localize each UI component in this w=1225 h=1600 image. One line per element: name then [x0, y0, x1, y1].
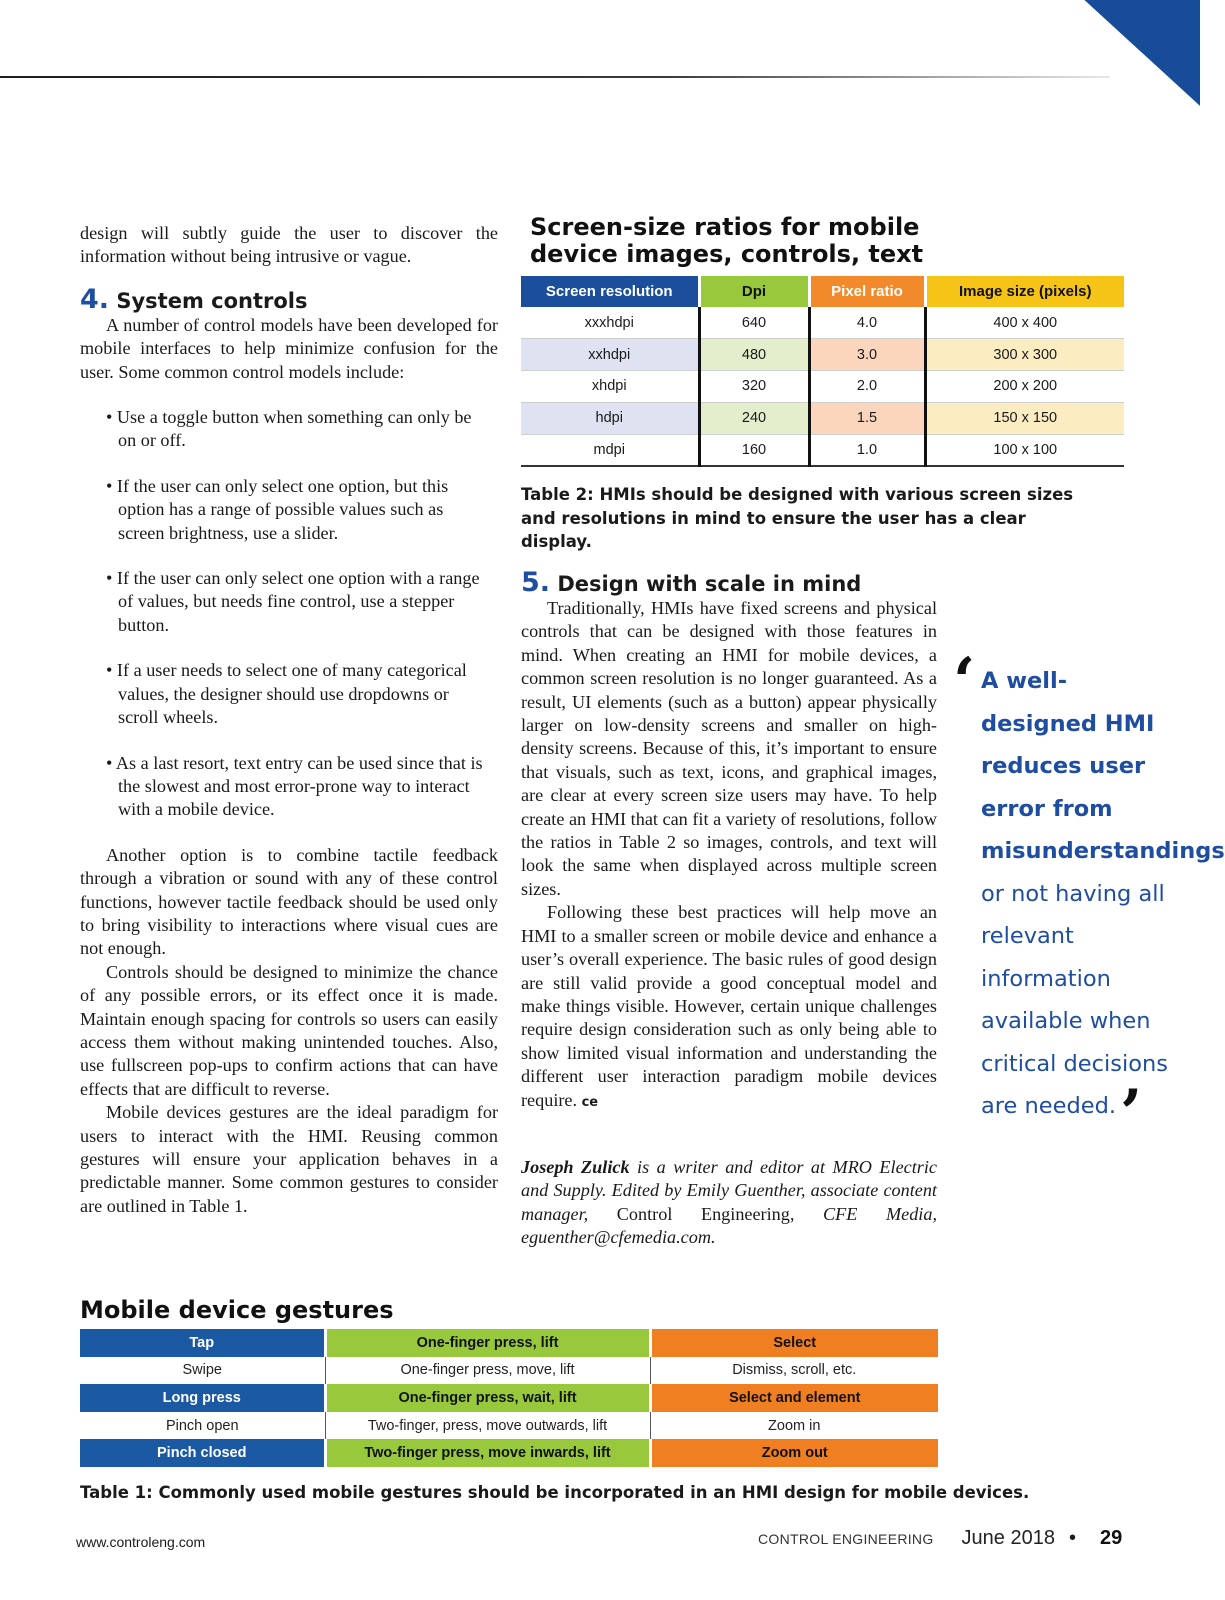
- table-2-caption: Table 2: HMIs should be designed with various screen sizes and resolutions in mind to ensure the user has a clear display.: [521, 485, 1074, 551]
- table-cell: 320: [699, 371, 809, 403]
- section-4-number: 4.: [80, 283, 110, 315]
- pull-quote-rest: or not having all relevant information available when critical decisions are needed.: [981, 880, 1168, 1119]
- table-cell: Tap: [80, 1329, 325, 1357]
- table-cell: 400 x 400: [925, 307, 1124, 339]
- col-header: Screen resolution: [521, 276, 699, 307]
- table-cell: 3.0: [809, 339, 925, 371]
- table-cell: Zoom in: [650, 1412, 938, 1440]
- table-cell: 160: [699, 434, 809, 466]
- pull-quote: [953, 644, 1225, 1151]
- table-cell: One-finger press, lift: [325, 1329, 650, 1357]
- body-paragraph: Another option is to combine tactile feedback through a vibration or sound with any of these control functions, however tactile feedback should be used only to bring visibility to interactions where visual cues are not enough.: [80, 844, 498, 959]
- table-cell: 640: [699, 307, 809, 339]
- table-row: [521, 434, 1124, 466]
- table-cell: xxxhdpi: [521, 307, 699, 339]
- table-1-title: Mobile device gestures: [80, 1296, 394, 1324]
- open-quote-icon: ‘: [953, 644, 976, 719]
- table-cell: Two-finger press, move inwards, lift: [325, 1439, 650, 1467]
- pull-quote-text: [955, 660, 1225, 1151]
- table-cell: 480: [699, 339, 809, 371]
- table-header-row: [521, 276, 1124, 307]
- byline-text: is a writer and editor at MRO Electric and Supply. Edited by Emily Guenther, associate content manager,: [521, 1156, 937, 1224]
- section-5-title: Design with scale in mind: [557, 572, 862, 596]
- table-cell: Pinch open: [80, 1412, 325, 1440]
- table-cell: 240: [699, 402, 809, 434]
- middle-column: [521, 567, 937, 1250]
- table-cell: 100 x 100: [925, 434, 1124, 466]
- intro-paragraph: design will subtly guide the user to discover the information without being intrusive or vague.: [80, 223, 498, 267]
- table-row: [80, 1329, 938, 1357]
- table-cell: One-finger press, wait, lift: [325, 1384, 650, 1412]
- gestures-table: [80, 1329, 938, 1467]
- bullet-item: • If the user can only select one option with a range of values, but needs fine control, use a stepper button.: [106, 568, 480, 635]
- footer-magazine: CONTROL ENGINEERING: [758, 1531, 934, 1547]
- table-row: [80, 1357, 938, 1385]
- table-row: [521, 339, 1124, 371]
- body-paragraph: Traditionally, HMIs have fixed screens and physical controls that can be designed with those features in mind. When creating an HMI for mobile devices, a common screen resolution is no longer guaranteed. As a result, UI elements (such as a button) appear physically larger on low-density screens and smaller on high-density screens. Because of this, it’s important to ensure that visuals, such as text, icons, and graphical images, are clear at every screen size users may have. To help create an HMI that can fit a variety of resolutions, follow the ratios in Table 2 so images, controls, and text will look the same when displayed across multiple screen sizes.: [521, 598, 937, 899]
- table-cell: 2.0: [809, 371, 925, 403]
- author-name: Joseph Zulick: [521, 1156, 630, 1177]
- body-paragraph-text: Following these best practices will help move an HMI to a smaller screen or mobile device and enhance a user’s overall experience. The basic rules of good design are still valid provide a good conceptual model and make things visible. However, certain unique challenges require design consideration such as only being able to show limited visual information and understanding the different user interaction paradigm mobile devices require.: [521, 902, 937, 1110]
- bullet-item: • If the user can only select one option, but this option has a range of possible values such as screen brightness, use a slider.: [106, 475, 449, 543]
- table-cell: Two-finger, press, move outwards, lift: [325, 1412, 650, 1440]
- table-row: [80, 1439, 938, 1467]
- pull-quote-bold: A well-designed HMI reduces user error from misunderstandings: [981, 668, 1225, 864]
- table-2-title: Screen-size ratios for mobile device images, controls, text: [530, 213, 924, 268]
- section-4-title: System controls: [116, 288, 308, 313]
- footer-info: [758, 1527, 1122, 1550]
- table-cell: xhdpi: [521, 371, 699, 403]
- byline-magazine: Control Engineering: [616, 1203, 790, 1224]
- body-paragraph: Mobile devices gestures are the ideal paradigm for users to interact with the HMI. Reusing common gestures will ensure your application behaves in a predictable manner. Some common gestures to consider are outlined in Table 1.: [80, 1102, 498, 1216]
- table-cell: 300 x 300: [925, 339, 1124, 371]
- table-cell: 1.0: [809, 434, 925, 466]
- table-row: [521, 402, 1124, 434]
- col-header: Dpi: [699, 276, 809, 307]
- bullet-item: • As a last resort, text entry can be used since that is the slowest and most error-prone way to interact with a mobile device.: [106, 752, 483, 820]
- section-5-heading: [521, 567, 937, 598]
- author-byline: [521, 1156, 937, 1250]
- bullet-item: • If a user needs to select one of many categorical values, the designer should use dropdowns or scroll wheels.: [106, 660, 467, 728]
- body-paragraph: Controls should be designed to minimize the chance of any possible errors, or its effect once it is made. Maintain enough spacing for controls so users can easily access them without making unintended touches. Also, use fullscreen pop-ups to confirm actions that can have effects that are difficult to reverse.: [80, 961, 498, 1099]
- table-cell: Select: [650, 1329, 938, 1357]
- corner-decoration: [1080, 0, 1200, 110]
- table-cell: mdpi: [521, 434, 699, 466]
- footer-date: June 2018: [961, 1527, 1055, 1549]
- body-paragraph: [521, 901, 937, 1114]
- section-4-heading: [80, 283, 498, 315]
- bullet-item: • Use a toggle button when something can only be on or off.: [106, 407, 472, 451]
- footer-bullet: •: [1068, 1527, 1076, 1549]
- table-cell: One-finger press, move, lift: [325, 1357, 650, 1385]
- byline-end: , CFE Media, eguenther@cfemedia.com.: [521, 1203, 937, 1248]
- table-cell: Long press: [80, 1384, 325, 1412]
- col-header: Image size (pixels): [925, 276, 1124, 307]
- close-quote-icon: ’: [1120, 1076, 1143, 1151]
- table-cell: Pinch closed: [80, 1439, 325, 1467]
- table-cell: Select and element: [650, 1384, 938, 1412]
- table-row: [80, 1412, 938, 1440]
- table-cell: Swipe: [80, 1357, 325, 1385]
- end-mark: ce: [581, 1094, 599, 1110]
- table-1-caption: Table 1: Commonly used mobile gestures should be incorporated in an HMI design for mobile devices.: [80, 1483, 1030, 1502]
- table-cell: 4.0: [809, 307, 925, 339]
- table-cell: Dismiss, scroll, etc.: [650, 1357, 938, 1385]
- table-cell: 150 x 150: [925, 402, 1124, 434]
- header-rule: [0, 76, 1110, 78]
- section-5-number: 5.: [521, 567, 551, 598]
- col-header: Pixel ratio: [809, 276, 925, 307]
- table-cell: hdpi: [521, 402, 699, 434]
- table-cell: Zoom out: [650, 1439, 938, 1467]
- table-cell: xxhdpi: [521, 339, 699, 371]
- left-column: [80, 222, 498, 1218]
- table-row: [521, 371, 1124, 403]
- table-row: [80, 1384, 938, 1412]
- section-4-intro: A number of control models have been developed for mobile interfaces to help minimize confusion for the user. Some common control models include:: [80, 314, 498, 382]
- footer-website: www.controleng.com: [76, 1534, 206, 1550]
- table-cell: 200 x 200: [925, 371, 1124, 403]
- table-cell: 1.5: [809, 402, 925, 434]
- page-number: 29: [1099, 1527, 1123, 1549]
- screen-size-table: [521, 276, 1124, 467]
- table-row: [521, 307, 1124, 339]
